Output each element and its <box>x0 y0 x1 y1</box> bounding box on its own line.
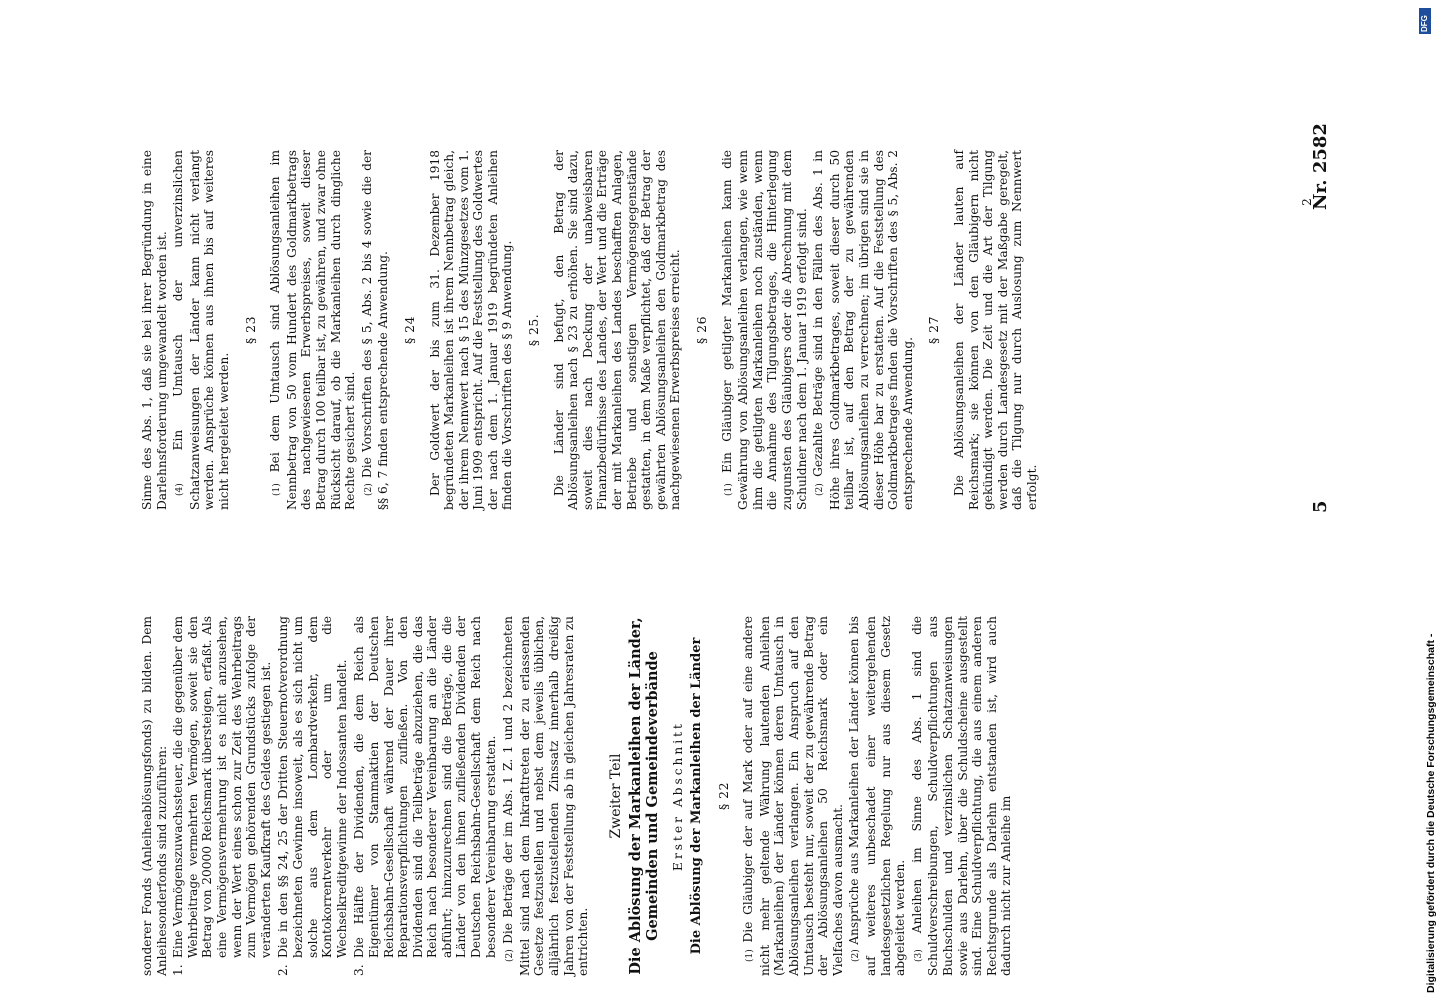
paragraph-text: Die Beträge der im Abs. 1 Z. 1 und 2 bezeichneten Mittel sind nach dem Inkrafttreten der zu erlassenden Gesetze festzustellen und nebst dem jeweils üblichen, alljährlich festzustellenden Zinssatz innerhalb dreißig Jahren von der Feststellung ab in gleichen Jahresraten zu entrichten. <box>501 615 591 976</box>
digitization-credit-text: Digitalisierung gefördert durch die Deutsche Forschungsgemeinschaft - <box>1425 633 1437 993</box>
paragraph <box>171 150 231 510</box>
paragraph-text: Anleihen im Sinne des Abs. 1 sind die Schuldverschreibungen, Schuldverpflichtungen aus Buchschulden und verzinslichen Schatzanweisungen sowie aus Darlehn, über die Schuldscheine ausgestellt sind. Eine Schuldverpflichtung, die aus einem anderen Rechtsgrunde als Darlehn entstanden ist, wird auch dadurch nicht zur Anleihe im <box>909 616 1014 976</box>
paragraph <box>847 616 907 976</box>
list-item-number: 3. <box>352 964 367 976</box>
paragraph <box>360 150 391 510</box>
section-heading: § 24 <box>401 316 417 344</box>
paragraph-text: Ein Gläubiger getilgter Markanleihen kann die Gewährung von Ablösungsanleihen verlangen, wie wenn ihm die getilgten Markanleihen noch zuständen, wenn die Annahme des Tilgungsbetrages, die Hinterlegung zugunsten des Gläubigers oder die Abrechnung mit dem Schuldner nach dem 1. Januar 1919 erfolgt sind. <box>719 150 809 510</box>
footer-number: 2 <box>1299 198 1314 206</box>
list-item-number: 1. <box>171 964 186 976</box>
paragraph-number: (2) <box>851 949 862 962</box>
paragraph-text: Ansprüche aus Markanleihen der Länder können bis auf weiteres unbeschadet einer weitergehenden landesgesetzlichen Regelung nur aus diesem Gesetz abgeleitet werden. <box>847 615 908 976</box>
section-heading: § 25. <box>526 313 542 347</box>
paragraph <box>910 616 1014 976</box>
paragraph-text: Gezahlte Beträge sind in den Fällen des Abs. 1 in Höhe ihres Goldmarkbetrages, soweit dieser durch 50 teilbar ist, auf den Betrag der zu gewährenden Ablösungsanleihen zu verrechnen; im übrigen sind sie in dieser Höhe bar zu erstatten. Auf die Feststellung des Goldmarkbetrages finden die Vorschriften des § 5, Abs. 2 entsprechende Anwendung. <box>811 149 915 510</box>
paragraph <box>268 150 358 510</box>
list-item-text: Die Hälfte der Dividenden, die dem Reich als Eigentümer von Stammaktien der Deutschen Reichsbahn-Gesellschaft während der Dauer ihrer Reparationsverpflichtungen zufließen. Von den Dividenden sind die Teilbeträge abzuziehen, die das Reich nach besonderer Vereinbarung an die Länder abführt; hinzuzurechnen sind die Beträge, die die Länder von den ihnen zufließenden Dividenden der Deutschen Reichsbahn-Gesellschaft dem Reich nach besonderer Vereinbarung erstatten. <box>352 616 498 958</box>
paragraph-text: Die Länder sind befugt, den Betrag der Ablösungsanleihen nach § 23 zu erhöhen. Sie sind dazu, soweit dies nach Deckung der unabweisbaren Finanzbedürfnisse des Landes, der Wert und die Erträge der mit Markanleihen des Landes beschafften Anlagen, Betriebe und sonstigen Vermögensgegenstände gestatten, in dem Maße verpflichtet, daß der Betrag der gewährten Ablösungsanleihen den Goldmarkbetrag des nachgewiesenen Erwerbspreises erreicht. <box>551 150 683 510</box>
list-item <box>276 616 349 976</box>
part-title: Die Ablösung der Markanleihen der Länder, Gemeinden und Gemeindeverbände <box>627 617 662 975</box>
paragraph-text: Die Ablösungsanleihen der Länder lauten auf Reichsmark; sie können von den Gläubigern nicht gekündigt werden. Die Zeit und die Art der Tilgung werden durch Landesgesetz mit der Maßgabe geregelt, daß die Tilgung nur durch Auslosung zum Nennwert erfolgt. <box>951 150 1039 510</box>
section-heading: § 23 <box>242 316 258 344</box>
paragraph-number: (2) <box>505 949 516 962</box>
paragraph-number: (1) <box>723 483 734 496</box>
dfg-logo-text: DFG <box>1420 15 1429 32</box>
intro-paragraph: sonderer Fonds (Anleiheablösungsfonds) zu bilden. Dem Anleihesonderfonds sind zuzuführen: <box>140 616 169 976</box>
dfg-logo <box>1419 8 1431 34</box>
paragraph-text: Der Goldwert der bis zum 31. Dezember 1918 begründeten Markanleihen ist ihrem Nennbetrag gleich, der ihrem Nennwert nach § 15 des Münzgesetzes vom 1. Juni 1909 entspricht. Auf die Feststellung des Goldwertes der nach dem 1. Januar 1919 begründeten Anleihen finden die Vorschriften des § 9 Anwendung. <box>427 150 515 510</box>
list-item-text: Eine Vermögenszuwachssteuer, die die gegenüber dem Wehrbeitrage vermehrten Vermögen, soweit sie den Betrag von 20000 Reichsmark übersteigen, erfaßt. Als eine Vermögensvermehrung ist es nicht anzusehen, wenn der Wert eines schon zur Zeit des Wehrbeitrags zum Vermögen gehörenden Grundstücks zufolge der veränderten Kaufkraft des Geldes gestiegen ist. <box>171 616 273 958</box>
paragraph <box>501 616 591 976</box>
section-heading: § 26 <box>694 316 709 344</box>
paragraph-text: Ein Umtausch der unverzinslichen Schatzanweisungen der Länder kann nicht verlangt werden. Ansprüche können aus ihnen bis auf weiteres nicht hergeleitet werden. <box>171 150 231 510</box>
paragraph-number: (4) <box>175 483 186 496</box>
page-number: 5 <box>1310 500 1331 513</box>
paragraph <box>741 616 845 976</box>
section-title: Die Ablösung der Markanleihen der Länder <box>689 637 704 955</box>
section-label: Erster Abschnitt <box>671 721 686 871</box>
paragraph <box>720 150 810 510</box>
paragraph-number: (2) <box>363 483 374 496</box>
part-label: Zweiter Teil <box>607 753 624 839</box>
paragraph-text: Bei dem Umtausch sind Ablösungsanleihen im Nennbetrag von 50 vom Hundert des Goldmarkbetrags des nachgewiesenen Erwerbspreises, soweit dieser Betrag durch 100 teilbar ist, zu gewähren, und zwar ohne Rücksicht darauf, ob die Markanleihen durch dingliche Rechte gesichert sind. <box>268 150 358 510</box>
list-item <box>352 616 498 976</box>
paragraph-number: (2) <box>815 483 826 496</box>
digitization-credit <box>1418 8 1437 993</box>
paragraph-text: Die Gläubiger der auf Mark oder auf eine andere nicht mehr geltende Währung lautenden Anleihen (Markanleihen) der Länder können deren Umtausch in Ablösungsanleihen verlangen. Ein Anspruch auf den Umtausch besteht nur, soweit der zu gewährende Betrag der Ablösungsanleihen 50 Reichsmark oder ein Vielfaches davon ausmacht. <box>741 615 845 976</box>
paragraph-number: (1) <box>272 483 283 496</box>
section-heading: § 27 <box>926 316 942 344</box>
section-heading: § 22 <box>715 782 731 810</box>
paragraph-continuation: Sinne des Abs. 1, daß sie bei ihrer Begründung in eine Darlehnsforderung umgewandelt worden ist. <box>140 150 169 510</box>
issue-number: Nr. 2582 <box>1310 123 1331 210</box>
paragraph <box>811 150 915 510</box>
left-column <box>140 616 1016 976</box>
paragraph-number: (1) <box>745 949 756 962</box>
list-item <box>171 616 273 976</box>
list-item-text: Die in den §§ 24, 25 der Dritten Steuernotverordnung bezeichneten Gewinne insoweit, als es sich nicht um solche aus dem Lombardverkehr, dem Kontokorrentverkehr oder um die Wechselkreditgewinne der Indossanten handelt. <box>276 616 349 958</box>
paragraph-number: (3) <box>913 949 924 962</box>
list-item-number: 2. <box>276 964 291 976</box>
right-column <box>140 150 1041 510</box>
paragraph-text: Die Vorschriften des § 5, Abs. 2 bis 4 sowie die der §§ 6, 7 finden entsprechende Anwendung. <box>359 150 391 510</box>
